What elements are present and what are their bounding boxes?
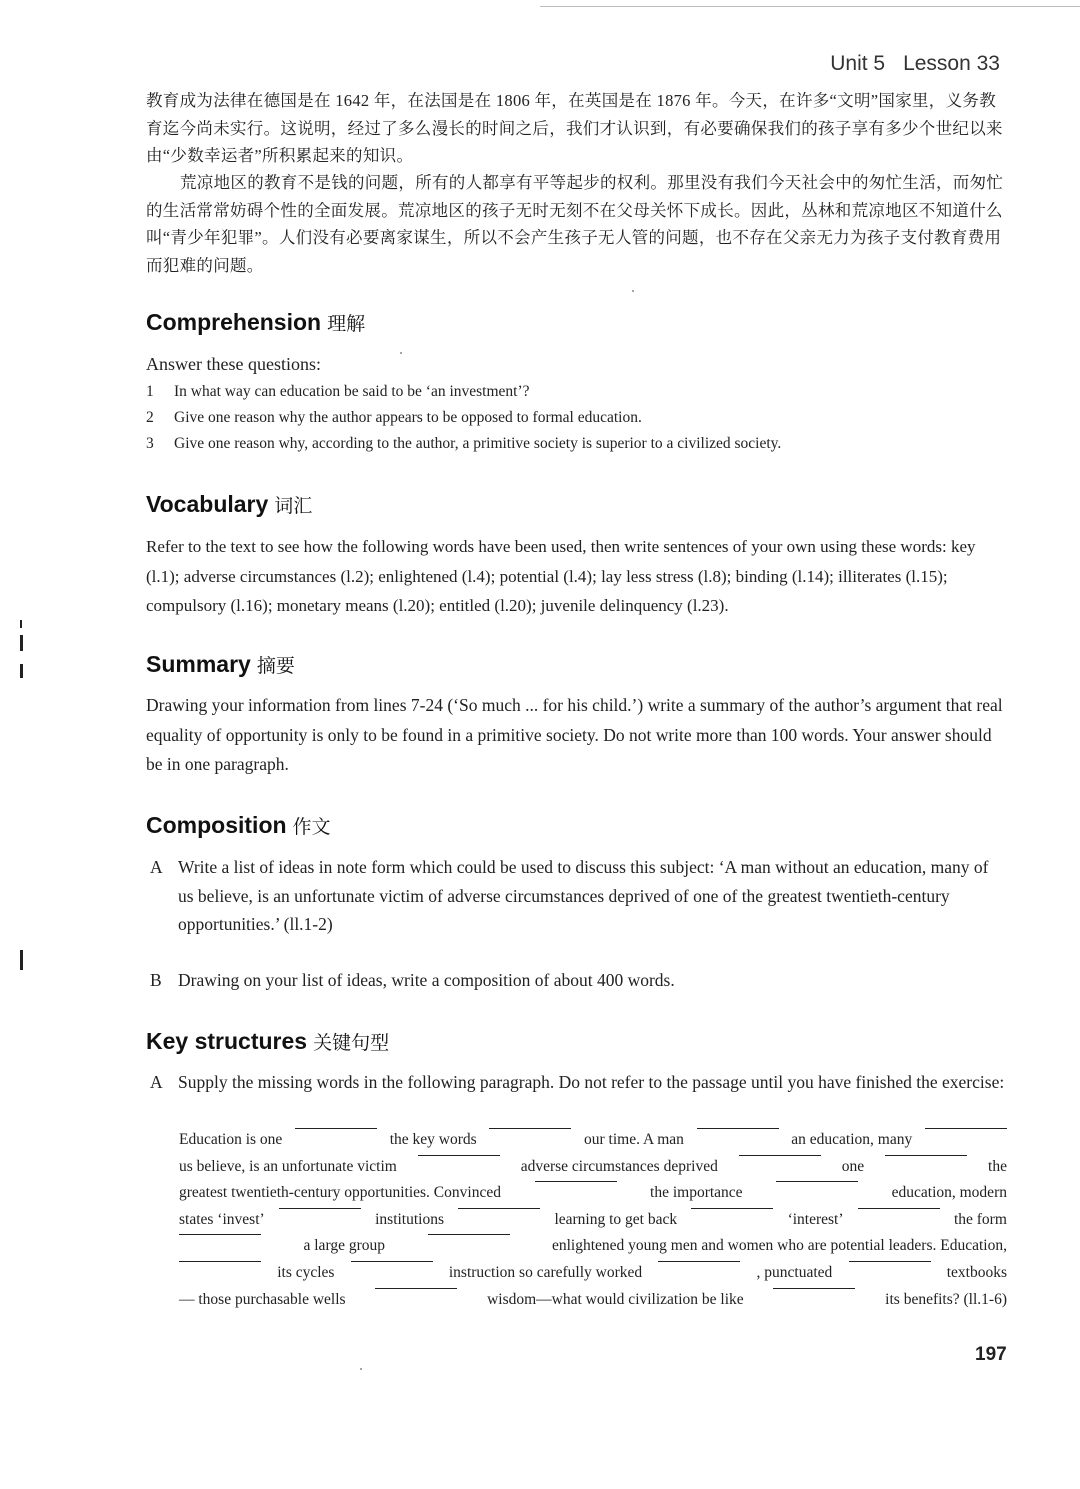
cloze-line xyxy=(179,1207,1007,1234)
cloze-text: education, modern xyxy=(891,1184,1007,1202)
vocabulary-text: Refer to the text to see how the following words have been used, then write sentences of your own using these words: key (l.1); adverse circumstances (l.2); enlightened (l.4); potential (l.4); lay less stress (l.8); binding (l.14); illiterates (l.15); compulsory (l.16); monetary means (l.20); entitled (l.20); juvenile delinquency (l.23). xyxy=(146,537,976,615)
question-item xyxy=(146,435,1026,453)
cloze-text: adverse circumstances deprived xyxy=(520,1157,718,1175)
composition-title-cn: 作文 xyxy=(292,816,331,838)
question-text: Give one reason why the author appears to be opposed to formal education. xyxy=(174,409,642,426)
question-item xyxy=(146,409,1026,427)
cloze-blank[interactable] xyxy=(858,1207,940,1209)
question-text: Give one reason why, according to the author, a primitive society is superior to a civilized society. xyxy=(174,435,782,452)
item-letter: A xyxy=(150,1072,163,1092)
cloze-text: the form xyxy=(953,1210,1007,1228)
cloze-text: its benefits? (ll.1-6) xyxy=(885,1290,1007,1308)
cloze-line xyxy=(179,1180,1007,1207)
cloze-blank[interactable] xyxy=(925,1127,1007,1129)
top-rule xyxy=(540,6,1080,7)
cloze-text: the xyxy=(988,1157,1007,1175)
key-structures-title-cn: 关键句型 xyxy=(313,1032,390,1054)
cloze-text: us believe, is an unfortunate victim xyxy=(179,1157,397,1175)
cloze-blank[interactable] xyxy=(279,1207,361,1209)
question-number: 1 xyxy=(146,383,154,400)
cloze-text: one xyxy=(841,1157,865,1175)
cloze-text: , punctuated xyxy=(756,1263,833,1281)
cloze-text: Education is one xyxy=(179,1131,283,1148)
cloze-blank[interactable] xyxy=(179,1260,261,1262)
question-item xyxy=(146,383,1026,401)
key-structures-title: Key structures xyxy=(146,1028,308,1054)
question-number: 2 xyxy=(146,409,154,426)
cloze-text: states ‘invest’ xyxy=(179,1210,265,1228)
vocabulary-title-cn: 词汇 xyxy=(274,495,313,517)
comprehension-title: Comprehension xyxy=(146,309,322,335)
cloze-text: greatest twentieth-century opportunities. Convinced xyxy=(179,1184,501,1202)
vocabulary-heading xyxy=(146,491,312,518)
question-number: 3 xyxy=(146,435,154,452)
summary-title-cn: 摘要 xyxy=(256,655,295,677)
comprehension-intro: Answer these questions: xyxy=(146,354,321,374)
cloze-text: enlightened young men and women who are potential leaders. Education, xyxy=(552,1237,1007,1255)
cloze-text: — those purchasable wells xyxy=(179,1290,346,1308)
cloze-blank[interactable] xyxy=(489,1127,571,1129)
page-number: 197 xyxy=(975,1344,1007,1365)
item-text: Drawing on your list of ideas, write a composition of about 400 words. xyxy=(178,970,675,990)
cloze-text: wisdom—what would civilization be like xyxy=(487,1290,744,1308)
composition-title: Composition xyxy=(146,812,287,838)
key-structures-item-a xyxy=(146,1068,1008,1097)
cloze-line xyxy=(179,1287,1007,1314)
cloze-line xyxy=(179,1260,1007,1287)
item-text: Supply the missing words in the following paragraph. Do not refer to the passage until you have finished the exercise: xyxy=(178,1072,1005,1092)
cloze-text: ‘interest’ xyxy=(787,1210,844,1228)
cloze-text: a large group xyxy=(303,1237,385,1255)
cloze-text: institutions xyxy=(375,1210,445,1228)
cloze-blank[interactable] xyxy=(885,1154,967,1156)
cloze-text: textbooks xyxy=(946,1263,1007,1281)
cloze-text: the key words xyxy=(389,1131,477,1148)
cloze-text: an education, many xyxy=(791,1131,913,1148)
translation-paragraph-1: 教育成为法律在德国是在 1642 年，在法国是在 1806 年，在英国是在 1876 年。今天，在许多“文明”国家里，义务教育迄今尚未实行。这说明，经过了多么漫长的时间之后，我们才认识到，有必要确保我们的孩子享有多少个世纪以来由“少数幸运者”所积累起来的知识。 xyxy=(146,91,1003,165)
margin-mark xyxy=(20,664,23,678)
composition-item-b xyxy=(146,966,1008,995)
cloze-blank[interactable] xyxy=(179,1233,261,1235)
item-letter: B xyxy=(150,970,162,990)
cloze-blank[interactable] xyxy=(295,1127,377,1129)
unit-label: Unit 5 xyxy=(830,52,886,75)
cloze-line xyxy=(179,1233,1007,1260)
cloze-blank[interactable] xyxy=(375,1287,457,1289)
scan-speck xyxy=(632,290,634,292)
cloze-blank[interactable] xyxy=(658,1260,740,1262)
cloze-text: learning to get back xyxy=(554,1210,678,1228)
cloze-paragraph xyxy=(179,1127,1007,1313)
vocabulary-title: Vocabulary xyxy=(146,491,269,517)
scan-speck xyxy=(360,1368,362,1370)
cloze-blank[interactable] xyxy=(351,1260,433,1262)
cloze-blank[interactable] xyxy=(418,1154,500,1156)
cloze-blank[interactable] xyxy=(535,1180,617,1182)
margin-mark xyxy=(20,635,23,651)
cloze-blank[interactable] xyxy=(739,1154,821,1156)
summary-heading xyxy=(146,651,295,678)
cloze-text: the importance xyxy=(650,1184,743,1202)
cloze-blank[interactable] xyxy=(697,1127,779,1129)
cloze-blank[interactable] xyxy=(691,1207,773,1209)
question-text: In what way can education be said to be ‘an investment’? xyxy=(174,383,530,400)
cloze-line xyxy=(179,1154,1007,1181)
cloze-blank[interactable] xyxy=(849,1260,931,1262)
comprehension-title-cn: 理解 xyxy=(327,313,366,335)
margin-mark xyxy=(20,950,23,970)
cloze-blank[interactable] xyxy=(458,1207,540,1209)
cloze-text: its cycles xyxy=(277,1263,335,1281)
item-letter: A xyxy=(150,857,163,877)
summary-title: Summary xyxy=(146,651,251,677)
comprehension-heading xyxy=(146,309,365,336)
key-structures-heading xyxy=(146,1028,389,1055)
cloze-line xyxy=(179,1127,1007,1154)
translation-paragraph-2: 荒凉地区的教育不是钱的问题，所有的人都享有平等起步的权利。那里没有我们今天社会中的匆忙生活，而匆忙的生活常常妨碍个性的全面发展。荒凉地区的孩子无时无刻不在父母关怀下成长。因此，丛林和荒凉地区不知道什么叫“青少年犯罪”。人们没有必要离家谋生，所以不会产生孩子无人管的问题，也不存在父亲无力为孩子支付教育费用而犯难的问题。 xyxy=(146,173,1004,275)
lesson-label: Lesson 33 xyxy=(903,52,1000,75)
composition-item-a xyxy=(146,853,1008,939)
item-text: Write a list of ideas in note form which could be used to discuss this subject: ‘A man without an education, many of us believe, is an unfortunate victim of adverse circumstances deprived of one of the greatest twentieth-century opportunities.’ (ll.1-2) xyxy=(178,857,989,934)
cloze-blank[interactable] xyxy=(428,1233,510,1235)
margin-mark xyxy=(20,620,22,628)
summary-text: Drawing your information from lines 7-24 (‘So much ... for his child.’) write a summary of the author’s argument that real equality of opportunity is only to be found in a primitive society. Do not write more than 100 words. Your answer should be in one paragraph. xyxy=(146,695,1003,774)
composition-heading xyxy=(146,812,331,839)
page-header xyxy=(830,52,1000,76)
scan-speck xyxy=(400,352,402,354)
cloze-blank[interactable] xyxy=(776,1180,858,1182)
cloze-blank[interactable] xyxy=(773,1287,855,1289)
cloze-text: our time. A man xyxy=(584,1131,684,1148)
cloze-text: instruction so carefully worked xyxy=(448,1263,643,1281)
